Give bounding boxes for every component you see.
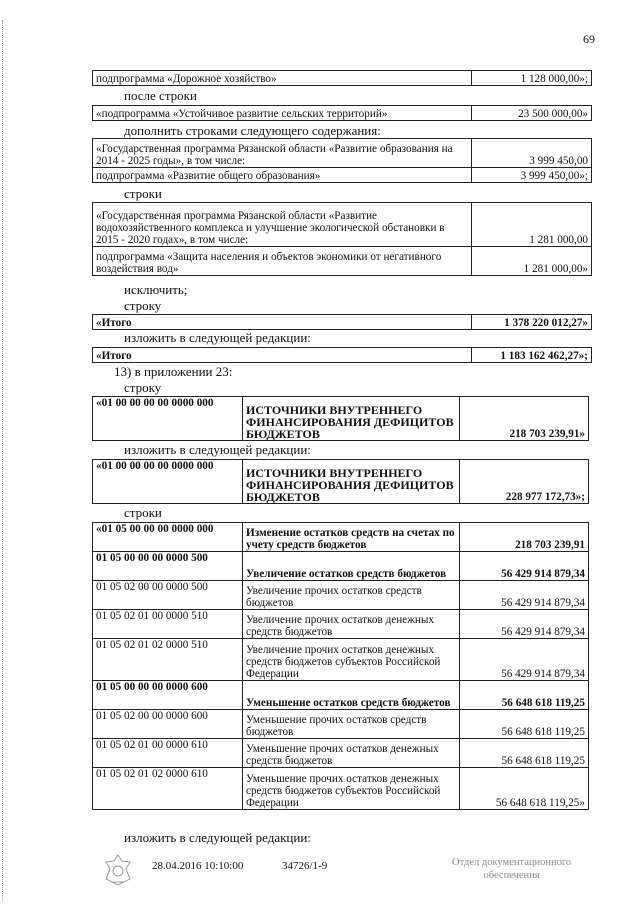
stamp-line-2: обеспечения xyxy=(483,870,540,881)
text-restate: изложить в следующей редакции: xyxy=(124,330,311,345)
cell-value: 1 378 220 012,27» xyxy=(472,315,592,330)
cell-label: «подпрограмма «Устойчивое развитие сельских территорий» xyxy=(93,106,472,121)
footer-datetime: 28.04.2016 10:10:00 xyxy=(152,860,244,872)
cell-code: 01 05 00 00 00 0000 600 xyxy=(93,681,243,710)
table-water xyxy=(92,202,592,276)
cell-code: «01 00 00 00 00 0000 000 xyxy=(93,397,243,441)
table-rural xyxy=(92,105,592,121)
cell-name: Увеличение остатков средств бюджетов xyxy=(243,552,460,581)
text-row: строку xyxy=(124,298,162,313)
cell-label: «Государственная программа Рязанской области «Развитие водохозяйственного комплекса и улучшение экологической обстановки в 2015 - 2020 годах», в том числе: xyxy=(93,203,472,247)
cell-value: 218 703 239,91 xyxy=(460,523,589,552)
table-sources-new xyxy=(92,459,589,504)
cell-label: «Итого xyxy=(93,348,472,363)
cell-code: «01 00 00 00 00 0000 000 xyxy=(93,460,243,504)
cell-name: Увеличение прочих остатков денежных средств бюджетов xyxy=(243,610,460,639)
cell-name: Уменьшение остатков средств бюджетов xyxy=(243,681,460,710)
cell-value: 56 429 914 879,34 xyxy=(460,552,589,581)
table-total-old xyxy=(92,314,592,330)
cell-label: подпрограмма «Развитие общего образования» xyxy=(93,168,472,183)
cell-name: Уменьшение прочих остатков денежных средств бюджетов субъектов Российской Федерации xyxy=(243,768,460,810)
text-add-rows: дополнить строками следующего содержания: xyxy=(124,123,381,138)
cell-name: Изменение остатков средств на счетах по учету средств бюджетов xyxy=(243,523,460,552)
cell-code: 01 05 02 01 02 0000 610 xyxy=(93,768,243,810)
text-restate-3: изложить в следующей редакции: xyxy=(124,830,311,845)
page-number: 69 xyxy=(583,32,595,46)
text-exclude: исключить; xyxy=(124,282,188,297)
cell-code: 01 05 02 00 00 0000 500 xyxy=(93,581,243,610)
cell-value: 56 648 618 119,25 xyxy=(460,710,589,739)
cell-code: 01 05 02 01 02 0000 510 xyxy=(93,639,243,681)
cell-code: 01 05 02 00 00 0000 600 xyxy=(93,710,243,739)
cell-name: ИСТОЧНИКИ ВНУТРЕННЕГО ФИНАНСИРОВАНИЯ ДЕФИЦИТОВ БЮДЖЕТОВ xyxy=(243,460,460,504)
cell-label: «Государственная программа Рязанской области «Развитие образования на 2014 - 2025 годы», в том числе: xyxy=(93,139,472,168)
cell-value: 228 977 172,73»; xyxy=(460,460,589,504)
cell-value: 56 648 618 119,25 xyxy=(460,681,589,710)
text-rows-2: строки xyxy=(124,505,162,520)
cell-value: 218 703 239,91» xyxy=(460,397,589,441)
cell-value: 56 648 618 119,25 xyxy=(460,739,589,768)
cell-value: 56 648 618 119,25» xyxy=(460,768,589,810)
cell-code: 01 05 02 01 00 0000 610 xyxy=(93,739,243,768)
text-restate-2: изложить в следующей редакции: xyxy=(124,442,311,457)
text-rows: строки xyxy=(124,186,162,201)
cell-label: подпрограмма «Дорожное хозяйство» xyxy=(93,71,472,86)
table-road xyxy=(92,70,592,86)
department-stamp xyxy=(452,856,571,882)
cell-value: 1 281 000,00 xyxy=(472,203,592,247)
cell-value: 1 281 000,00» xyxy=(472,247,592,276)
cell-code: 01 05 02 01 00 0000 510 xyxy=(93,610,243,639)
cell-code: 01 05 00 00 00 0000 500 xyxy=(93,552,243,581)
table-balances xyxy=(92,522,589,810)
cell-value: 56 429 914 879,34 xyxy=(460,581,589,610)
scan-edge xyxy=(2,20,9,900)
cell-value: 1 183 162 462,27»; xyxy=(472,348,592,363)
cell-name: Увеличение прочих остатков средств бюджетов xyxy=(243,581,460,610)
text-row-2: строку xyxy=(124,380,162,395)
table-sources-old xyxy=(92,396,589,441)
cell-name: ИСТОЧНИКИ ВНУТРЕННЕГО ФИНАНСИРОВАНИЯ ДЕФИЦИТОВ БЮДЖЕТОВ xyxy=(243,397,460,441)
cell-value: 3 999 450,00 xyxy=(472,139,592,168)
cell-code: «01 05 00 00 00 0000 000 xyxy=(93,523,243,552)
text-after-row: после строки xyxy=(124,88,197,103)
cell-value: 56 429 914 879,34 xyxy=(460,639,589,681)
cell-label: «Итого xyxy=(93,315,472,330)
cell-value: 1 128 000,00»; xyxy=(472,71,592,86)
table-total-new xyxy=(92,347,592,363)
stamp-line-1: Отдел документационного xyxy=(452,857,572,868)
cell-value: 23 500 000,00» xyxy=(472,106,592,121)
text-appendix: 13) в приложении 23: xyxy=(114,364,233,379)
cell-name: Увеличение прочих остатков денежных средств бюджетов субъектов Российской Федерации xyxy=(243,639,460,681)
cell-value: 3 999 450,00»; xyxy=(472,168,592,183)
table-education xyxy=(92,138,592,183)
cell-value: 56 429 914 879,34 xyxy=(460,610,589,639)
cell-name: Уменьшение прочих остатков денежных средств бюджетов xyxy=(243,739,460,768)
cell-name: Уменьшение прочих остатков средств бюджетов xyxy=(243,710,460,739)
coat-of-arms-icon xyxy=(100,852,136,888)
footer-doc-number: 34726/1-9 xyxy=(282,860,328,872)
cell-label: подпрограмма «Защита населения и объектов экономики от негативного воздействия вод» xyxy=(93,247,472,276)
